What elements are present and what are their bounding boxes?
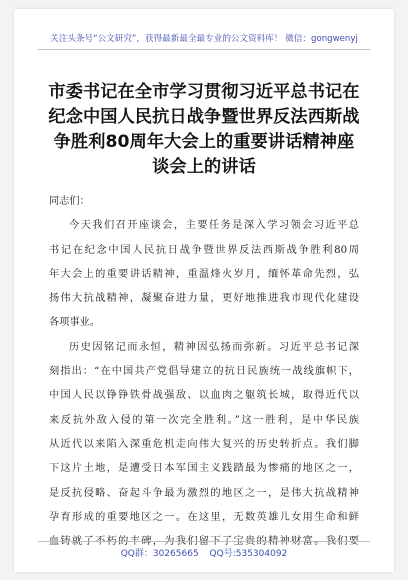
footer-contact [14,546,394,559]
paragraph-line: 从近代以来陷入深重危机走向伟大复兴的历史转折点。我们脚 [49,438,359,450]
footer-qq-group: QQ群：30265665 [120,549,199,559]
paragraph-line: 刻指出：“在中国共产党倡导建立的抗日民族统一战线旗帜下， [49,366,359,378]
title-line: 纪念中国人民抗日战争暨世界反法西斯战 [48,107,360,127]
paragraph-line: 中国人民以铮铮铁骨战强敌、以血肉之躯筑长城，取得近代以 [49,390,359,402]
title-line: 市委书记在全市学习贯彻习近平总书记在 [48,82,360,102]
title-line: 争胜利80周年大会上的重要讲话精神座 [53,132,355,152]
paragraph-line: 是反抗侵略、奋起斗争最为激烈的地区之一，是伟大抗战精神 [49,487,359,499]
paragraph-line: 年大会上的重要讲话精神，重温烽火岁月，缅怀革命先烈，弘 [49,268,359,280]
paragraph-line: 孕育形成的重要地区之一。在这里，无数英雄儿女用生命和鲜 [49,511,359,523]
paragraph-line: 血铸就了不朽的丰碑，为我们留下了宝贵的精神财富。我们要 [49,536,359,548]
document-page [14,9,394,572]
paragraph-line: 各项事业。 [49,317,100,329]
header-divider [38,49,370,50]
paragraph-line: 下这片土地，是遭受日本军国主义践踏最为惨痛的地区之一， [49,463,359,475]
footer-divider [38,541,370,542]
title-line: 谈会上的讲话 [152,157,256,177]
paragraph-line: 扬伟大抗战精神，凝聚奋进力量，更好地推进我市现代化建设 [49,293,359,305]
document-title [44,80,364,180]
paragraph-line: 来反抗外敌入侵的第一次完全胜利。”这一胜利，是中华民族 [49,414,359,426]
paragraph-line: 书记在纪念中国人民抗日战争暨世界反法西斯战争胜利80周 [49,244,359,256]
document-body [49,190,359,554]
footer-qq-number: QQ号:535304092 [209,549,288,559]
paragraph-line: 历史因铭记而永恒，精神因弘扬而弥新。习近平总书记深 [69,341,359,353]
paragraph-line: 今天我们召开座谈会，主要任务是深入学习领会习近平总 [69,220,359,232]
salutation: 同志们： [49,196,90,207]
header-note: 关注头条号“公文研究”，获得最新最全最专业的公文资料库！ 微信：gongwenyj [50,34,358,44]
